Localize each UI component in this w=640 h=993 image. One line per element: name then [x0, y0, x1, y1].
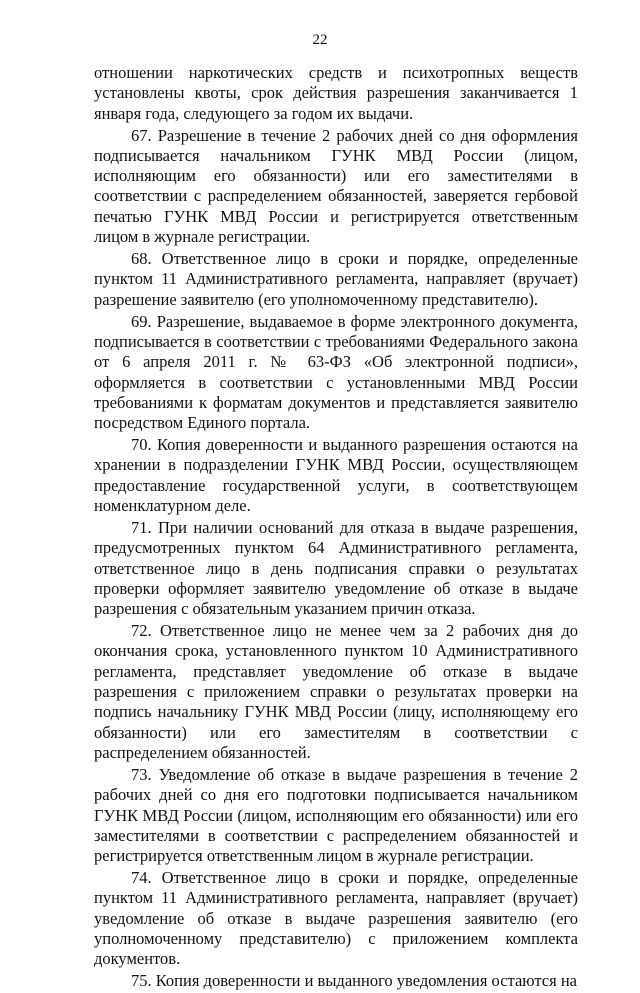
paragraph-continuation: отношении наркотических средств и психотропных веществ установлены квоты, срок действия разрешения заканчивается 1 января года, следующего за годом их выдачи.: [94, 63, 578, 123]
paragraph-72: 72. Ответственное лицо не менее чем за 2 рабочих дня до окончания срока, установленного пунктом 10 Административного регламента, представляет уведомление об отказе в выдаче разрешения с приложением справки о результатах проверки на подпись начальнику ГУНК МВД России (лицу, исполняющему его обязанности) или его заместителям в соответствии с распределением обязанностей.: [94, 621, 578, 762]
document-body: [94, 63, 578, 993]
paragraph-74: 74. Ответственное лицо в сроки и порядке, определенные пунктом 11 Административного регламента, направляет (вручает) уведомление об отказе в выдаче разрешения заявителю (его уполномоченному представителю) с приложением комплекта документов.: [94, 868, 578, 969]
paragraph-73: 73. Уведомление об отказе в выдаче разрешения в течение 2 рабочих дней со дня его подготовки подписывается начальником ГУНК МВД России (лицом, исполняющим его обязанности) или его заместителями в соответствии с распределением обязанностей и регистрируется ответственным лицом в журнале регистрации.: [94, 764, 578, 866]
paragraph-68: 68. Ответственное лицо в сроки и порядке, определенные пунктом 11 Административного регламента, направляет (вручает) разрешение заявителю (его уполномоченному представителю).: [94, 249, 578, 309]
paragraph-75: 75. Копия доверенности и выданного уведомления остаются на: [131, 971, 577, 991]
paragraph-69: 69. Разрешение, выдаваемое в форме электронного документа, подписывается в соответствии с требованиями Федерального закона от 6 апреля 2011 г. № 63-ФЗ «Об электронной подписи», оформляется в соответствии с установленными МВД России требованиями к форматам документов и представляется заявителю посредством Единого портала.: [94, 311, 578, 433]
page-number: 22: [312, 32, 328, 48]
paragraph-71: 71. При наличии оснований для отказа в выдаче разрешения, предусмотренных пунктом 64 Административного регламента, ответственное лицо в день подписания справки о результатах проверки оформляет заявителю уведомление об отказе в выдаче разрешения с обязательным указанием причин отказа.: [94, 517, 578, 619]
paragraph-70: 70. Копия доверенности и выданного разрешения остаются на хранении в подразделении ГУНК МВД России, осуществляющем предоставление государственной услуги, в соответствующем номенклатурном деле.: [94, 435, 578, 515]
paragraph-67: 67. Разрешение в течение 2 рабочих дней со дня оформления подписывается начальником ГУНК МВД России (лицом, исполняющим его обязанности) или его заместителями в соответствии с распределением обязанностей, заверяется гербовой печатью ГУНК МВД России и регистрируется ответственным лицом в журнале регистрации.: [94, 125, 578, 247]
